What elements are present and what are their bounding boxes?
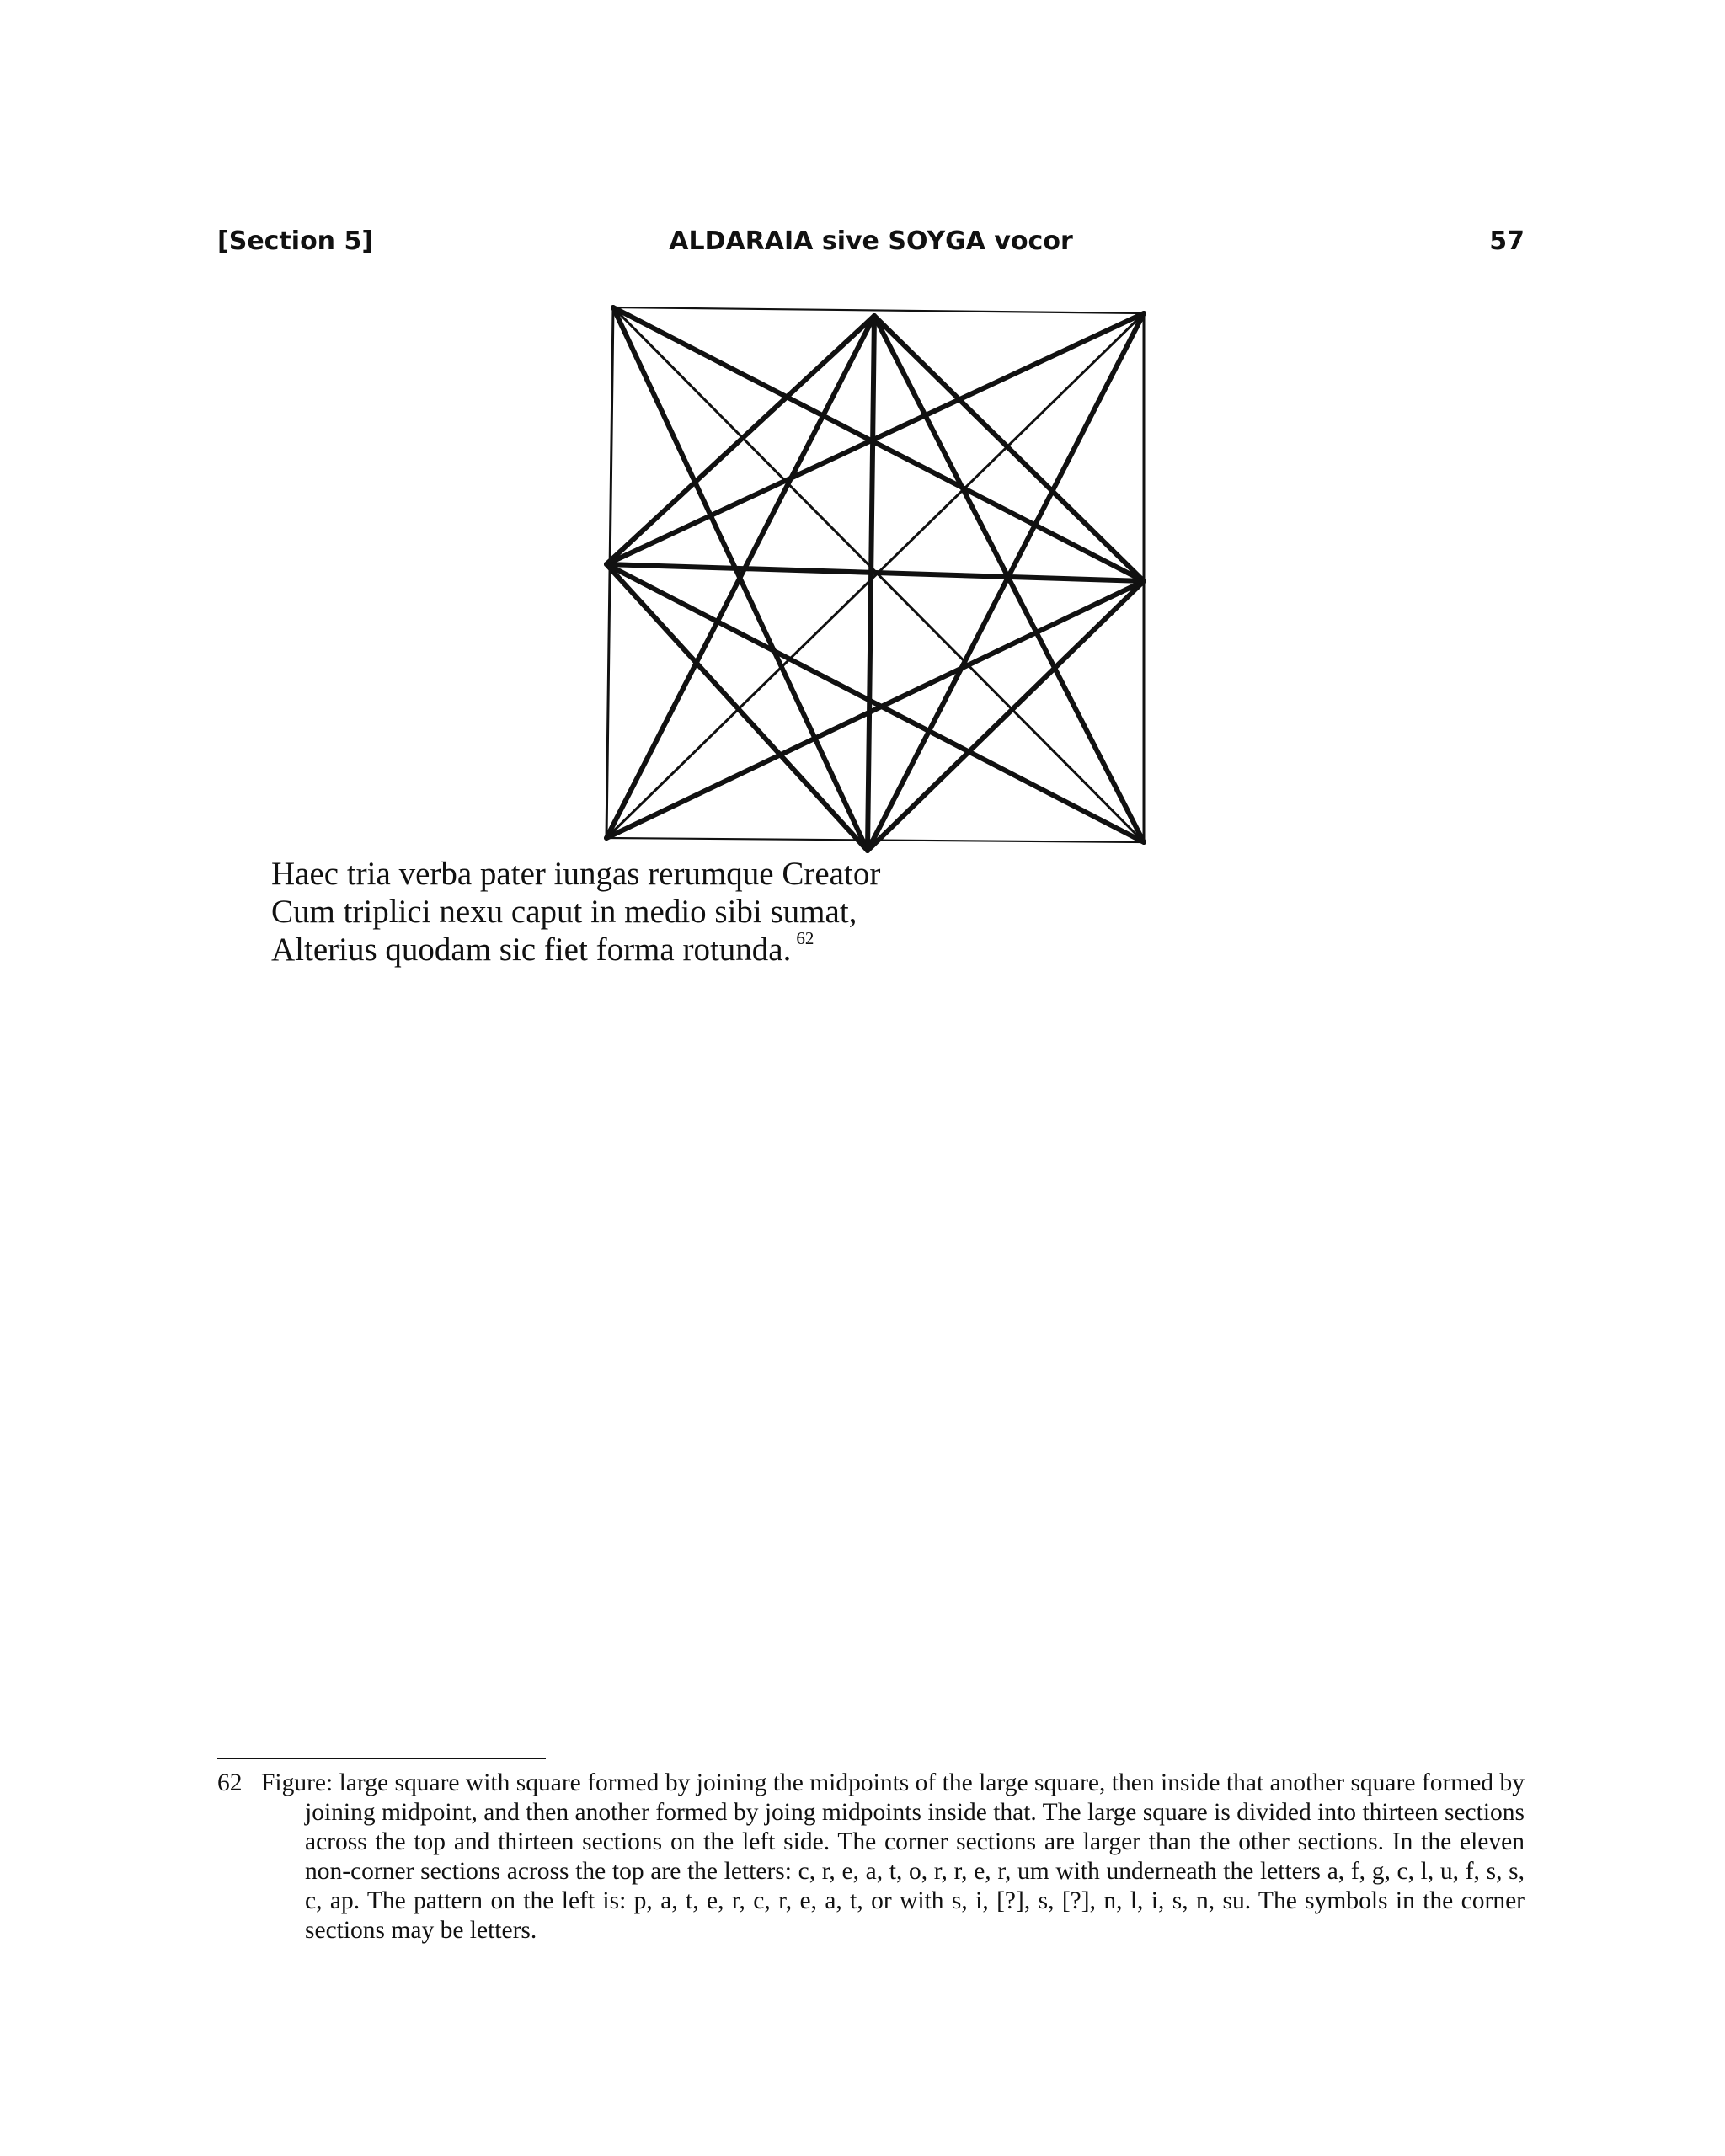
footnote-text: Figure: large square with square formed by joining the midpoints of the large square, then inside that another square formed by joining midpoint, and then another formed by joing midpoints inside that. The large square is divided into thirteen sections across the top and thirteen sections on the left side. The corner sections are larger than the other sections. In the eleven non-corner sections across the top are the letters: c, r, e, a, t, o, r, r, e, r, um with underneath the letters a, f, g, c, l, u, f, s, s, c, ap. The pattern on the left is: p, a, t, e, r, c, r, e, a, t, or with s, i, [?], s, [?], n, l, i, s, n, su. The symbols in the corner sections may be letters.	[261, 1769, 1525, 1944]
verse-line-3	[271, 928, 1029, 974]
footnote	[217, 1769, 1525, 1945]
verse-line-1: Haec tria verba pater iungas rerumque Creator	[271, 856, 881, 892]
footnote-number: 62	[217, 1769, 243, 1796]
section-label: [Section 5]	[217, 227, 374, 256]
star-figure	[581, 295, 1154, 863]
star-figure-drawing	[581, 295, 1154, 863]
verse-line-2: Cum triplici nexu caput in medio sibi sumat,	[271, 894, 857, 930]
running-title: ALDARAIA sive SOYGA vocor	[669, 227, 1073, 256]
latin-verse	[271, 855, 1029, 974]
verse-line-3-text: Alterius quodam sic fiet forma rotunda.	[271, 931, 792, 968]
page-number: 57	[1489, 227, 1525, 256]
running-head	[217, 221, 1525, 263]
footnote-reference[interactable]: 62	[796, 928, 814, 948]
footnote-divider	[217, 1758, 546, 1759]
